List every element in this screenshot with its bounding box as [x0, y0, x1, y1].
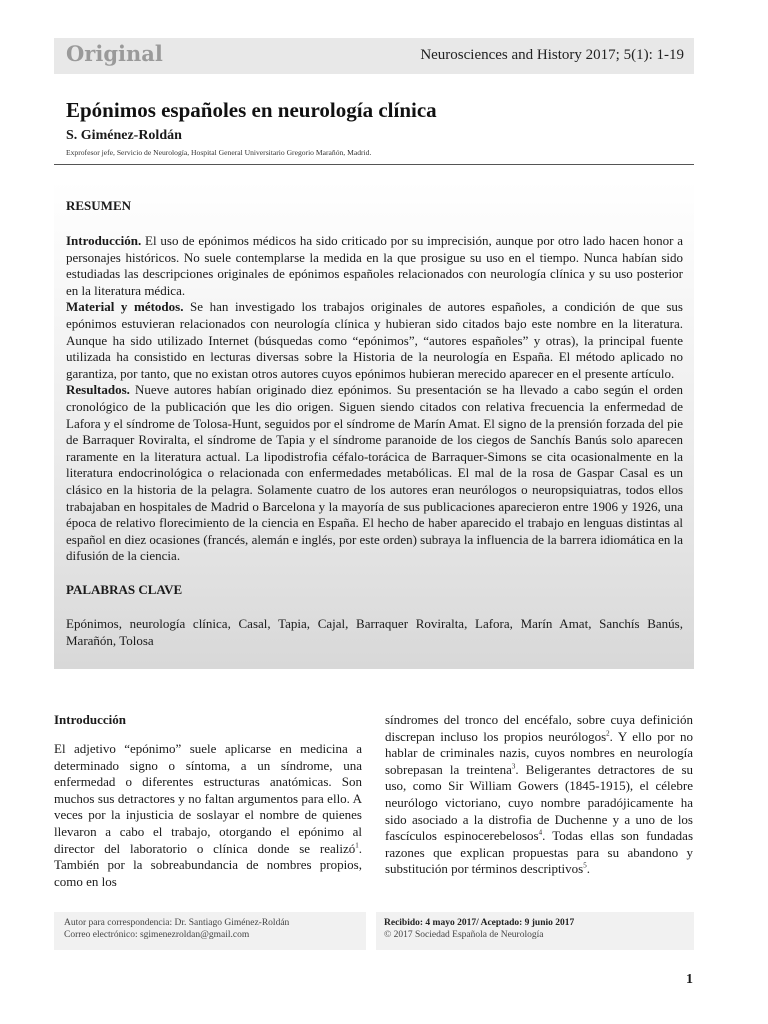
body-text: síndromes del tronco del encéfalo, sobre cuya definición discrepan incluso los propios neurólogos: [385, 712, 693, 744]
header-divider: [54, 164, 694, 165]
reference-marker[interactable]: 3: [511, 762, 516, 771]
abstract-heading: RESUMEN: [66, 198, 132, 213]
body-text: . También por la sobreabundancia de nombres propios, como en los: [54, 840, 362, 889]
correspondence-box: [54, 912, 366, 950]
received-accepted-dates: Recibido: 4 mayo 2017/ Aceptado: 9 junio 2017: [384, 918, 575, 928]
abstract-box: [54, 181, 694, 669]
publication-dates-box: [376, 912, 694, 950]
copyright-notice: © 2017 Sociedad Española de Neurología: [384, 930, 544, 940]
body-paragraph: [385, 712, 693, 878]
correspondence-email[interactable]: Correo electrónico: sgimenezroldan@gmail.com: [64, 930, 250, 940]
page-number: 1: [686, 972, 693, 987]
keywords-heading: PALABRAS CLAVE: [66, 582, 183, 597]
article-title: Epónimos españoles en neurología clínica: [66, 98, 437, 122]
body-text: El adjetivo “epónimo” suele aplicarse en medicina a determinado signo o síntoma, a un síndrome, una enfermedad o diferentes estructuras anatómicas. Son muchos sus detractores y no faltan argumentos para ello. A veces por la injusticia de soslayar el nombre de quienes llevaron a cabo el trabajo, otorgando el epónimo al director del laboratorio o clínica donde se realizó: [54, 741, 362, 856]
abstract-body: [66, 233, 683, 565]
body-text: . Todas ellas son fundadas razones que explican propuestas para su abandono y substitución por términos descriptivos: [385, 828, 694, 877]
abstract-methods-label: Material y métodos.: [66, 299, 184, 315]
reference-marker[interactable]: 5: [583, 862, 587, 871]
keywords-text: Epónimos, neurología clínica, Casal, Tapia, Cajal, Barraquer Roviralta, Lafora, Marín Amat, Sanchís Banús, Marañón, Tolosa: [66, 616, 683, 648]
reference-marker[interactable]: 1: [355, 841, 359, 850]
correspondence-author: Autor para correspondencia: Dr. Santiago Giménez-Roldán: [64, 918, 290, 928]
journal-header: [54, 38, 694, 74]
abstract-intro-label: Introducción.: [66, 233, 142, 248]
body-column-right: [385, 712, 693, 878]
abstract-intro-text: El uso de epónimos médicos ha sido criticado por su imprecisión, aunque por otro lado hacen honor a personajes históricos. No suele contemplarse la medida en la que prosigue su uso en el tiempo. Nunca habían sido estudiadas las descripciones originales de epónimos españoles relacionados con neurología clínica y su uso posterior en la literatura médica.: [66, 233, 683, 298]
abstract-results-label: Resultados.: [66, 382, 130, 398]
author-affiliation: Exprofesor jefe, Servicio de Neurología, Hospital General Universitario Gregorio Marañón, Madrid.: [66, 148, 372, 157]
abstract-methods-text: Se han investigado los trabajos originales de autores españoles, a condición de que sus epónimos estuvieran relacionados con neurología clínica y hubieran sido citados bajo este nombre en la literatura. Aunque ha sido utilizado Internet (búsquedas como “epónimos”, “autores españoles” y otras), la principal fuente utilizada ha consistido en lecturas diversas sobre la Historia de la neurología en España. El método aplicado no garantiza, por tanto, que no existan otros autores cuyos epónimos hubieran merecido aparecer en el presente artículo.: [66, 299, 683, 381]
reference-marker[interactable]: 4: [538, 828, 543, 837]
abstract-results-text: Nueve autores habían originado diez epónimos. Su presentación se ha llevado a cabo según el orden cronológico de la publicación que les dio origen. Siguen siendo citados con relativa frecuencia la enfermedad de Lafora y el síndrome de Tolosa-Hunt, seguidos por el síndrome de Marín Amat. El signo de la prensión forzada del pie de Barraquer Roviralta, el síndrome de Tapia y el síndrome paranoide de los ciegos de Sanchís Banús solo aparecen raramente en la literatura actual. La lipodistrofia céfalo-torácica de Barraquer-Simons se cita ocasionalmente en la literatura endocrinológica o relacionada con enfermedades metabólicas. El mal de la rosa de Gaspar Casal es un clásico en la historia de la pelagra. Solamente cuatro de los autores eran neurólogos o neuropsiquiatras, todos ellos trabajaban en hospitales de Madrid o Barcelona y la mayoría de sus publicaciones aparecieron entre 1906 y 1926, una época de relativo florecimiento de la ciencia en España. El hecho de haber aparecido el trabajo en lenguas distintas al español en diez ocasiones (francés, alemán e inglés, por este orden) subraya la influencia de la barrera idiomática en la difusión de la ciencia.: [66, 382, 683, 564]
article-author: S. Giménez-Roldán: [66, 128, 182, 143]
body-column-left: [54, 712, 362, 890]
section-heading-introduction: Introducción: [54, 712, 126, 727]
body-text: . Y ello por no hablar de criminales nazis, cuyos nombres en neurología sobrepasan la treintena: [385, 728, 693, 777]
section-type-label: Original: [66, 41, 163, 66]
reference-marker[interactable]: 2: [606, 729, 610, 738]
journal-citation: Neurosciences and History 2017; 5(1): 1-19: [420, 47, 684, 63]
body-text: . Beligerantes detractores de su uso, como Sir William Gowers (1845-1915), el célebre neurólogo victoriano, cuyo nombre paradójicamente ha sido asociado a la distrofia de Duchenne y a uno de los fascículos espinocerebelosos: [385, 761, 693, 844]
body-paragraph: [54, 741, 362, 890]
body-text: .: [586, 861, 590, 877]
